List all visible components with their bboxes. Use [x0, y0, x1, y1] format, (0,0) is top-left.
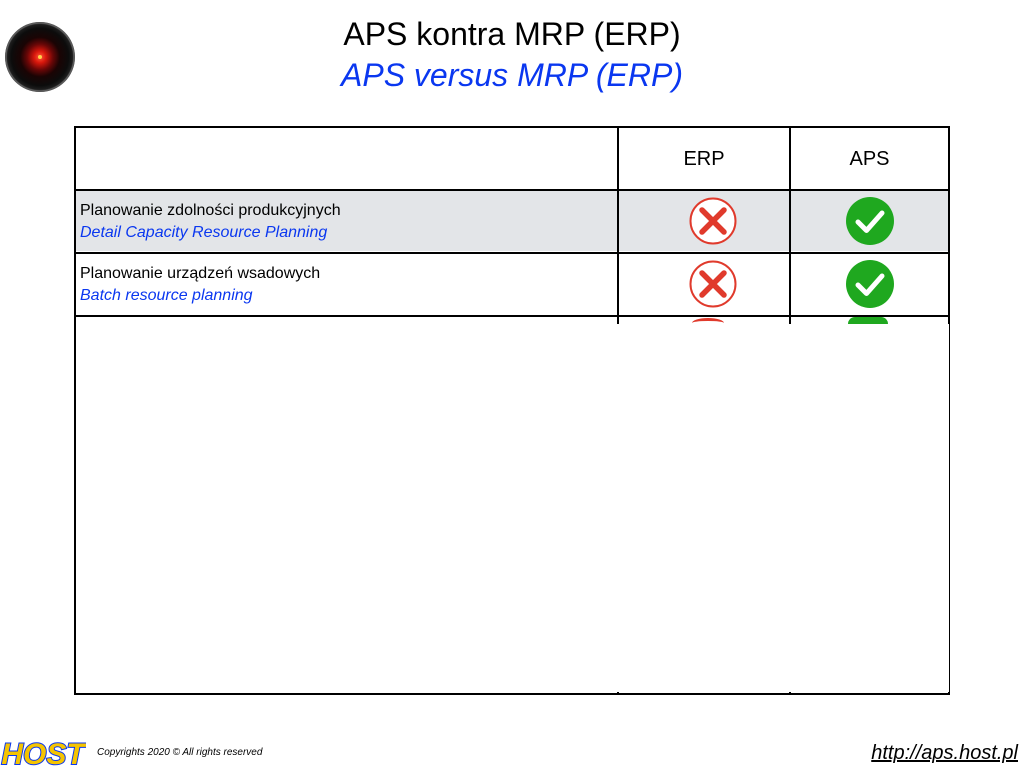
- check-icon: [848, 317, 888, 324]
- row-label: [80, 200, 610, 244]
- blank-overlay: [76, 324, 949, 692]
- column-header-erp: ERP: [683, 148, 725, 170]
- row-divider: [76, 189, 948, 191]
- row-divider: [76, 252, 948, 254]
- row-label: [80, 263, 610, 307]
- cross-icon: [688, 196, 738, 246]
- page-title: APS kontra MRP (ERP): [343, 16, 681, 52]
- row-label-pl: Planowanie urządzeń wsadowych: [80, 265, 321, 282]
- check-icon: [845, 259, 895, 309]
- host-logo-text: HOST: [1, 738, 85, 768]
- table-row: [76, 190, 948, 251]
- check-icon: [845, 196, 895, 246]
- row-label-pl: Planowanie zdolności produkcyjnych: [80, 202, 341, 219]
- cross-icon: [688, 259, 738, 309]
- table-row: [76, 253, 948, 314]
- row-label-en: Detail Capacity Resource Planning: [80, 224, 328, 241]
- column-header-aps: APS: [849, 148, 890, 170]
- row-divider: [76, 315, 948, 317]
- page-subtitle: APS versus MRP (ERP): [341, 57, 683, 93]
- row-label-en: Batch resource planning: [80, 287, 253, 304]
- host-logo: [0, 737, 86, 768]
- copyright-text: Copyrights 2020 © All rights reserved: [97, 747, 263, 758]
- website-link[interactable]: http://aps.host.pl: [871, 742, 1018, 764]
